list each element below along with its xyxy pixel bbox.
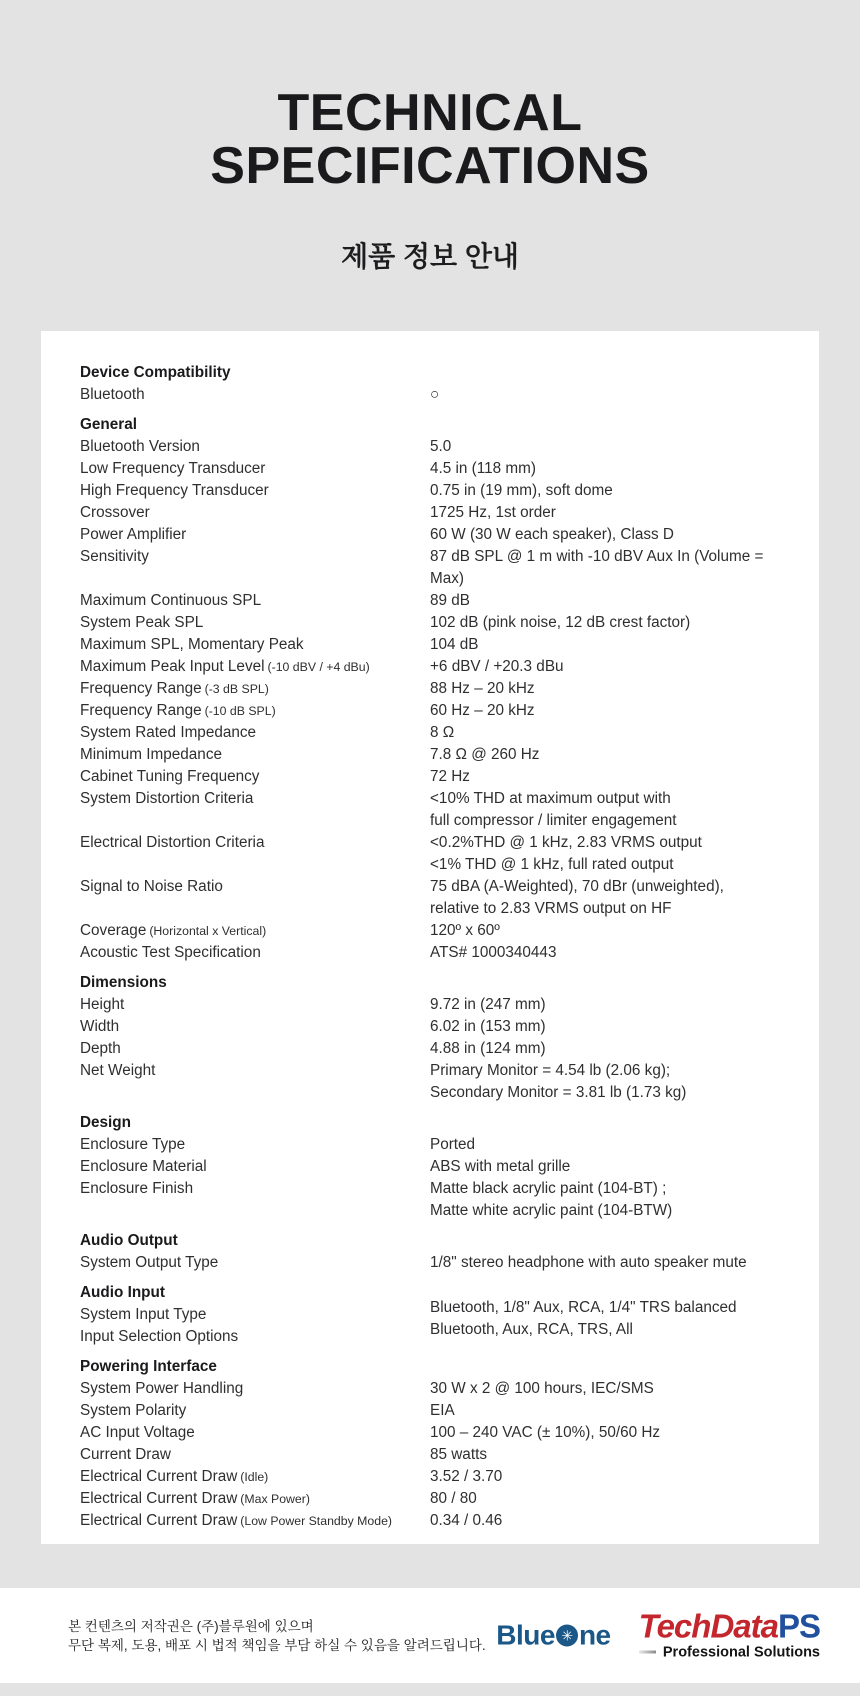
spec-label-text: Electrical Current Draw (80, 1468, 238, 1485)
spec-value (430, 722, 454, 744)
spec-value (430, 994, 546, 1016)
spec-label-text: Electrical Current Draw (80, 1512, 238, 1529)
spec-row (80, 700, 799, 722)
spec-section (80, 972, 799, 1104)
spec-label (80, 1304, 430, 1326)
spec-label-text: System Distortion Criteria (80, 790, 254, 807)
spec-value (430, 502, 556, 524)
spec-row (80, 384, 799, 406)
page-title (0, 84, 860, 195)
spec-label-text: Power Amplifier (80, 526, 187, 543)
spec-value-line: 60 Hz – 20 kHz (430, 702, 535, 719)
spec-label-text: Current Draw (80, 1446, 171, 1463)
spec-value (430, 1038, 546, 1060)
spec-value (430, 1510, 502, 1532)
spec-row (80, 458, 799, 480)
spec-label (80, 1326, 430, 1348)
spec-row (80, 678, 799, 700)
spec-label (80, 502, 430, 524)
spec-label (80, 722, 430, 744)
spec-row (80, 920, 799, 942)
spec-row (80, 766, 799, 788)
spec-value-line: 88 Hz – 20 kHz (430, 680, 535, 697)
spec-label (80, 1444, 430, 1466)
spec-sections-container (80, 362, 799, 1532)
techdata-tagline: Professional Solutions (662, 1644, 820, 1660)
spec-label (80, 1488, 430, 1510)
spec-label (80, 1252, 430, 1274)
spec-label (80, 920, 430, 942)
spec-label-text: Coverage (80, 922, 147, 939)
page-header (0, 0, 860, 275)
spec-row (80, 480, 799, 502)
spec-label (80, 832, 430, 854)
spec-row (80, 1321, 799, 1348)
spec-label-text: Enclosure Type (80, 1136, 186, 1153)
spec-value-line: 87 dB SPL @ 1 m with -10 dBV Aux In (Volume = Max) (430, 548, 764, 587)
spec-value-line: 120º x 60º (430, 922, 500, 939)
spec-label-text: Bluetooth (80, 386, 145, 403)
tagline-rule (639, 1651, 656, 1654)
spec-value-line: 4.88 in (124 mm) (430, 1040, 546, 1057)
section-heading: Device Compatibility (80, 364, 231, 381)
spec-value-line: 100 – 240 VAC (± 10%), 50/60 Hz (430, 1424, 661, 1441)
techdataps-wordmark (638, 1607, 820, 1644)
spec-value-line: <0.2%THD @ 1 kHz, 2.83 VRMS output (430, 834, 702, 851)
spec-label (80, 1178, 430, 1200)
spec-row (80, 612, 799, 634)
spec-label (80, 1060, 430, 1082)
spec-value (430, 1016, 546, 1038)
spec-value-line: 104 dB (430, 636, 479, 653)
spec-value-line: 5.0 (430, 438, 452, 455)
spec-row (80, 1510, 799, 1532)
spec-row (80, 1156, 799, 1178)
spec-value (430, 1422, 660, 1444)
spec-value (430, 766, 470, 788)
spec-label-text: Low Frequency Transducer (80, 460, 266, 477)
spec-row (80, 524, 799, 546)
spec-value (430, 656, 564, 678)
spec-label-text: Cabinet Tuning Frequency (80, 768, 260, 785)
spec-label (80, 744, 430, 766)
spec-value-line: 102 dB (pink noise, 12 dB crest factor) (430, 614, 691, 631)
spec-value (430, 678, 535, 700)
spec-value-line: 6.02 in (153 mm) (430, 1018, 546, 1035)
spec-label-text: Maximum Peak Input Level (80, 658, 265, 675)
spec-value (430, 1400, 455, 1422)
spec-label-note: (-10 dB SPL) (204, 704, 276, 718)
spec-value (430, 1466, 502, 1488)
spec-value (430, 546, 799, 590)
blueone-aperture-glyph: ✳ (561, 1627, 573, 1643)
spec-row (80, 1060, 799, 1104)
spec-value-line: Matte white acrylic paint (104-BTW) (430, 1202, 673, 1219)
spec-value-line: 1725 Hz, 1st order (430, 504, 556, 521)
spec-row (80, 546, 799, 590)
spec-value (430, 832, 702, 876)
section-heading: General (80, 416, 137, 433)
spec-value (430, 942, 556, 964)
copyright-line1: 본 컨텐츠의 저작권은 (주)블루원에 있으며 (68, 1618, 314, 1634)
spec-value-line: 9.72 in (247 mm) (430, 996, 546, 1013)
spec-value-line: ○ (430, 386, 440, 403)
spec-value (430, 1178, 672, 1222)
spec-value (430, 458, 536, 480)
spec-value (430, 590, 470, 612)
spec-value-line: <10% THD at maximum output with (430, 790, 671, 807)
spec-label (80, 1400, 430, 1422)
spec-value-line: Bluetooth, 1/8" Aux, RCA, 1/4" TRS balanced (430, 1299, 737, 1316)
spec-value (430, 1134, 475, 1156)
spec-row (80, 722, 799, 744)
spec-value-line: EIA (430, 1402, 455, 1419)
spec-label (80, 942, 430, 964)
spec-row (80, 634, 799, 656)
spec-label-text: System Rated Impedance (80, 724, 257, 741)
spec-label-note: (Horizontal x Vertical) (149, 924, 267, 938)
spec-value (430, 480, 613, 502)
spec-label-note: (Low Power Standby Mode) (240, 1514, 393, 1528)
spec-label (80, 384, 430, 406)
spec-label-note: (Idle) (240, 1470, 269, 1484)
spec-label-text: Width (80, 1018, 120, 1035)
spec-value (430, 1156, 570, 1178)
spec-label (80, 612, 430, 634)
spec-value-line: 8 Ω (430, 724, 455, 741)
spec-label-text: System Peak SPL (80, 614, 204, 631)
section-heading: Powering Interface (80, 1358, 217, 1375)
spec-label-note: (-10 dBV / +4 dBu) (267, 660, 370, 674)
spec-label (80, 656, 430, 678)
spec-label (80, 1422, 430, 1444)
spec-label-text: Height (80, 996, 125, 1013)
spec-section (80, 1112, 799, 1222)
spec-label (80, 678, 430, 700)
spec-row (80, 994, 799, 1016)
spec-card (41, 331, 819, 1544)
spec-label (80, 1016, 430, 1038)
spec-row (80, 1422, 799, 1444)
section-heading: Design (80, 1114, 131, 1131)
spec-row (80, 1488, 799, 1510)
spec-row (80, 1016, 799, 1038)
spec-row (80, 1038, 799, 1060)
spec-label-text: System Input Type (80, 1306, 207, 1323)
spec-row (80, 1178, 799, 1222)
spec-label-text: System Output Type (80, 1254, 219, 1271)
spec-value (430, 1252, 747, 1274)
spec-label-text: Maximum SPL, Momentary Peak (80, 636, 304, 653)
spec-value-line: 7.8 Ω @ 260 Hz (430, 746, 540, 763)
spec-label-text: Net Weight (80, 1062, 156, 1079)
spec-label (80, 994, 430, 1016)
spec-value-line: Ported (430, 1136, 476, 1153)
copyright-line2: 무단 복제, 도용, 배포 시 법적 책임을 부담 하실 수 있음을 알려드립니다. (68, 1637, 486, 1653)
section-heading: Dimensions (80, 974, 167, 991)
spec-row (80, 1252, 799, 1274)
spec-value-line: 1/8" stereo headphone with auto speaker mute (430, 1254, 747, 1271)
spec-value-line: 80 / 80 (430, 1490, 477, 1507)
spec-value (430, 1297, 737, 1319)
spec-row (80, 832, 799, 876)
spec-value-line: 75 dBA (A-Weighted), 70 dBr (unweighted), (430, 878, 724, 895)
spec-label (80, 1510, 430, 1532)
spec-value (430, 436, 451, 458)
spec-label-text: Frequency Range (80, 680, 202, 697)
spec-value (430, 612, 690, 634)
spec-row (80, 1444, 799, 1466)
spec-label (80, 1038, 430, 1060)
techdataps-logo (638, 1607, 820, 1660)
spec-value-line: 85 watts (430, 1446, 487, 1463)
spec-label-text: System Polarity (80, 1402, 187, 1419)
spec-value-line: 89 dB (430, 592, 470, 609)
spec-value-line: <1% THD @ 1 kHz, full rated output (430, 856, 674, 873)
spec-label-text: Bluetooth Version (80, 438, 200, 455)
page-footer (0, 1588, 860, 1683)
footer-logos (496, 1607, 820, 1660)
spec-section (80, 1230, 799, 1274)
spec-value (430, 744, 539, 766)
spec-value-line: full compressor / limiter engagement (430, 812, 677, 829)
spec-label-text: Crossover (80, 504, 150, 521)
spec-value-line: 3.52 / 3.70 (430, 1468, 503, 1485)
spec-section (80, 362, 799, 406)
techdata-tagline-row (639, 1644, 820, 1660)
spec-value-line: ATS# 1000340443 (430, 944, 557, 961)
spec-label-text: Enclosure Finish (80, 1180, 194, 1197)
spec-value-line: relative to 2.83 VRMS output on HF (430, 900, 672, 917)
spec-label (80, 700, 430, 722)
spec-label-text: Enclosure Material (80, 1158, 207, 1175)
spec-row (80, 656, 799, 678)
spec-label (80, 788, 430, 810)
spec-row (80, 744, 799, 766)
spec-label-note: (Max Power) (240, 1492, 310, 1506)
spec-label-text: Input Selection Options (80, 1328, 239, 1345)
spec-section (80, 1282, 799, 1348)
spec-value-line: Primary Monitor = 4.54 lb (2.06 kg); (430, 1062, 671, 1079)
spec-label (80, 1466, 430, 1488)
page-title-line1: TECHNICAL (277, 84, 583, 142)
techdata-red-text: TechData (638, 1607, 778, 1644)
blueone-logo-part1: Blue (496, 1619, 555, 1651)
spec-row (80, 590, 799, 612)
spec-label-text: Electrical Distortion Criteria (80, 834, 265, 851)
spec-section (80, 1356, 799, 1532)
spec-value-line: Matte black acrylic paint (104-BT) ; (430, 1180, 667, 1197)
spec-value-line: ABS with metal grille (430, 1158, 571, 1175)
spec-label-text: AC Input Voltage (80, 1424, 195, 1441)
spec-value (430, 1444, 487, 1466)
spec-value (430, 1378, 654, 1400)
spec-label-note: (-3 dB SPL) (204, 682, 269, 696)
spec-label (80, 876, 430, 898)
section-heading: Audio Output (80, 1232, 178, 1249)
spec-label-text: Acoustic Test Specification (80, 944, 261, 961)
spec-value (430, 788, 677, 832)
spec-value (430, 920, 500, 942)
spec-row (80, 1400, 799, 1422)
spec-value-line: 0.34 / 0.46 (430, 1512, 503, 1529)
spec-value-line: 72 Hz (430, 768, 470, 785)
copyright-text (68, 1617, 486, 1655)
techdata-ps-text: PS (777, 1607, 820, 1644)
section-heading: Audio Input (80, 1284, 165, 1301)
spec-label (80, 1378, 430, 1400)
spec-row (80, 788, 799, 832)
spec-value (430, 384, 439, 406)
spec-label-text: Electrical Current Draw (80, 1490, 238, 1507)
spec-value-line: 4.5 in (118 mm) (430, 460, 536, 477)
spec-label-text: High Frequency Transducer (80, 482, 269, 499)
blueone-logo-part2: ne (578, 1619, 611, 1651)
spec-value-line: Bluetooth, Aux, RCA, TRS, All (430, 1321, 633, 1338)
spec-value (430, 1488, 477, 1510)
spec-value (430, 634, 478, 656)
page-title-line2: SPECIFICATIONS (210, 137, 650, 195)
spec-label (80, 1134, 430, 1156)
spec-value (430, 876, 724, 920)
spec-label-text: Sensitivity (80, 548, 149, 565)
spec-label (80, 590, 430, 612)
spec-label (80, 436, 430, 458)
spec-value (430, 700, 535, 722)
spec-label (80, 1156, 430, 1178)
spec-value (430, 1060, 686, 1104)
spec-label-text: Signal to Noise Ratio (80, 878, 223, 895)
spec-value-line: 60 W (30 W each speaker), Class D (430, 526, 674, 543)
blueone-aperture-icon (556, 1625, 578, 1647)
spec-row (80, 1378, 799, 1400)
spec-label-text: Maximum Continuous SPL (80, 592, 262, 609)
spec-value-line: +6 dBV / +20.3 dBu (430, 658, 564, 675)
spec-label (80, 766, 430, 788)
spec-label-text: System Power Handling (80, 1380, 244, 1397)
spec-value-line: Secondary Monitor = 3.81 lb (1.73 kg) (430, 1084, 687, 1101)
spec-row (80, 436, 799, 458)
spec-label-text: Frequency Range (80, 702, 202, 719)
spec-label (80, 524, 430, 546)
spec-row (80, 502, 799, 524)
spec-row (80, 942, 799, 964)
spec-value-line: 0.75 in (19 mm), soft dome (430, 482, 613, 499)
spec-label-text: Depth (80, 1040, 121, 1057)
blueone-logo (496, 1620, 610, 1652)
spec-row (80, 876, 799, 920)
spec-value-line: 30 W x 2 @ 100 hours, IEC/SMS (430, 1380, 654, 1397)
page-subtitle: 제품 정보 안내 (341, 241, 519, 272)
spec-label-text: Minimum Impedance (80, 746, 222, 763)
spec-value (430, 1319, 633, 1341)
spec-row (80, 1466, 799, 1488)
spec-label (80, 634, 430, 656)
spec-label (80, 546, 430, 568)
spec-row (80, 1134, 799, 1156)
spec-label (80, 480, 430, 502)
spec-value (430, 524, 674, 546)
spec-section (80, 414, 799, 964)
spec-label (80, 458, 430, 480)
